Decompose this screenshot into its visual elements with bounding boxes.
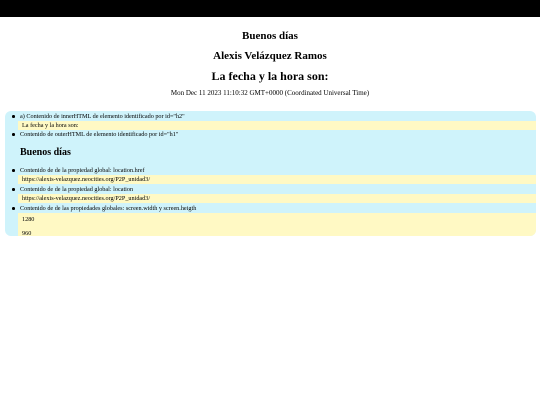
list-item-label: Contenido de de la propiedad global: location bbox=[20, 186, 134, 193]
outerhtml-value: Buenos días bbox=[20, 147, 71, 158]
list-item bbox=[5, 185, 536, 194]
date-heading: La fecha y la hora son: bbox=[211, 69, 329, 83]
list-item bbox=[5, 130, 536, 139]
list-item bbox=[5, 166, 536, 175]
list-item bbox=[5, 204, 536, 213]
list-item-label: Contenido de de las propiedades globales: screen.width y screen.heigth bbox=[20, 205, 197, 212]
list-item bbox=[5, 112, 536, 121]
bullet-icon bbox=[12, 115, 15, 118]
screen-height-value: 960 bbox=[18, 227, 536, 236]
bullet-icon bbox=[12, 169, 15, 172]
list-item-value: https://alexis-velazquez.neocities.org/P2P_unidad3/ bbox=[18, 175, 536, 184]
list-item-value: La fecha y la hora son: bbox=[18, 121, 536, 130]
screen-width-value: 1280 bbox=[18, 213, 536, 227]
list-item-label: Contenido de de la propiedad global: location.href bbox=[20, 167, 145, 174]
greeting-heading: Buenos días bbox=[242, 30, 298, 42]
top-black-bar bbox=[0, 0, 540, 17]
list-item-label: a) Contenido de innerHTML de elemento identificado por id="h2" bbox=[20, 113, 185, 120]
bullet-icon bbox=[12, 133, 15, 136]
bullet-icon bbox=[12, 207, 15, 210]
bullet-icon bbox=[12, 188, 15, 191]
results-list bbox=[5, 111, 536, 236]
list-item-value: https://alexis-velazquez.neocities.org/P2P_unidad3/ bbox=[18, 194, 536, 203]
name-heading: Alexis Velázquez Ramos bbox=[213, 50, 327, 62]
datetime-text: Mon Dec 11 2023 11:10:32 GMT+0000 (Coordinated Universal Time) bbox=[170, 89, 370, 97]
list-item-label: Contenido de outerHTML de elemento identificado por id="h1" bbox=[20, 131, 179, 138]
